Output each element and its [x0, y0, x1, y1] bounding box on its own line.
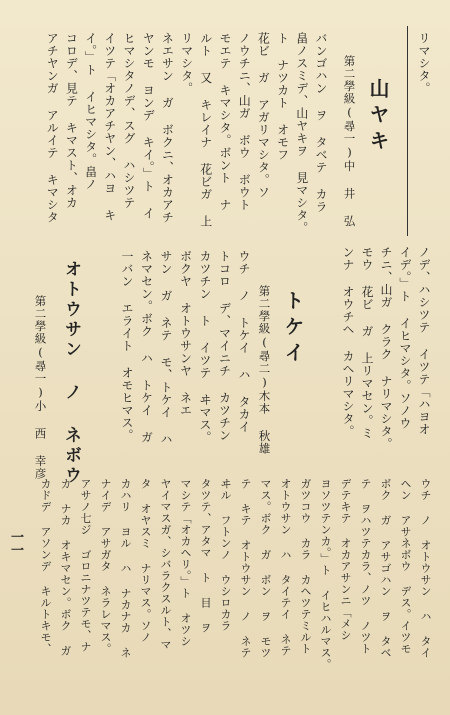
text-column: ネエサン ガ ボクニ、オカアチ — [160, 32, 175, 224]
text-column: イデ。」ト イヒマシタ。ソノウ — [398, 246, 412, 430]
author-line: 第二學級(尋二)木本 秋雄 — [257, 285, 272, 455]
continued-text: リマシタ。 — [417, 32, 431, 95]
section-divider — [407, 26, 408, 236]
text-column: ンナ オウチヘ カヘリマシタ。 — [341, 246, 355, 438]
bottom-band — [0, 470, 450, 715]
author-line: 第二學級(尋一)中 井 弘 — [342, 55, 357, 228]
text-column: トコロ デ、マイニチ カツチン — [217, 250, 232, 442]
text-column: デテキテ オカアサンニ「メシ — [339, 478, 352, 641]
text-column: ウチ ノ トケイ ハ タカイ — [237, 250, 251, 433]
text-column: ヘン アサネボウ デス。イツモ — [399, 478, 412, 655]
text-column: リマシタ。 — [179, 32, 194, 95]
text-column: カハリ ヨル ハ ナカナカ ネ — [119, 478, 132, 659]
text-column: ガツコウ カラ カヘツテミルト — [299, 478, 312, 655]
text-column: ト ナツカト オモフ — [275, 32, 290, 161]
text-column: ボクヤ オトウサンヤ ネエ — [178, 250, 193, 417]
text-column: チニ、山ガ クラク ナリマシタ。 — [379, 246, 393, 450]
text-column: イツテ「オカアチヤン、ハヨ キ — [102, 32, 117, 222]
text-column: テ キテ オトウサン ノ ネテ — [239, 478, 252, 659]
text-column: ナイデ アサガタ ネラレマス。 — [99, 478, 112, 655]
middle-band — [0, 240, 450, 486]
top-band — [0, 0, 450, 240]
text-column: カツチン ト イツテ ヰマス。 — [198, 250, 212, 444]
text-column: サン ガ ネテ モ、トケイ ハ — [159, 250, 173, 446]
text-column: カドデ アソンデ キルトキモ、 — [39, 478, 52, 655]
text-column: カ ナカ オキマセン。ボク ガ — [59, 478, 72, 657]
text-column: ボク ガ アサゴハン ヲ タベ — [379, 478, 392, 659]
text-column: タ オヤスミ ナリマス。ソノ — [139, 478, 152, 643]
text-column: ヤイマスガ、シバラクスルト、マ — [159, 478, 172, 651]
text-column: ヨソツテンカ。」ト イヒハルマス。 — [319, 478, 332, 670]
text-column: マス。ボク ガ ボン ヲ モツ — [259, 478, 272, 659]
text-column: モエテ キマシタ。ボント ナ — [218, 32, 232, 211]
article-title: オトウサン ノ ネボウ — [61, 260, 81, 486]
author-line: 第二學級(尋一)小 西 幸彦 — [33, 295, 48, 480]
text-column: 花ビ ガ アガリマシタ。ソ — [256, 32, 271, 199]
text-column: テ ヲハツテカラ、ノツ ノツト — [359, 478, 372, 655]
text-column: モウ 花ビ ガ 上リマセン。ミ — [360, 246, 374, 440]
text-column: オトウサン ハ タイテイ ネテ — [279, 478, 292, 657]
text-column: 畠ノスミデ、山ヤキヲ 見マシタ。 — [294, 32, 309, 234]
text-column: ネマセン。ボク ハ トケイ ガ — [139, 250, 154, 444]
text-column: ノデ、ハシツテ イツテ「ハヨオ — [417, 246, 431, 436]
text-column: ヤンモ ヨンデ キイ。」ト イ — [141, 32, 156, 220]
text-column: アチヤンガ アルイテ キマシタ — [45, 32, 60, 224]
text-column: バンゴハン ヲ タベテ カラ — [314, 32, 328, 213]
text-column: コロデ、見テ キマスト、オカ — [64, 32, 79, 209]
text-column: ノウチニ、山ガ ボウ ボウト — [237, 32, 252, 211]
article-title: トケイ — [281, 290, 305, 368]
text-column: ルト 又 キレイナ 花ビガ 上 — [198, 32, 213, 228]
text-column: タツテ、アタマ ト 目 ヲ — [199, 478, 212, 634]
text-column: ヰル フトンノ ウシロカラ — [219, 478, 232, 632]
text-column: マシテ「オカヘリ。」ト オツシ — [179, 478, 192, 647]
text-column: イ。」ト イヒマシタ。畠ノ — [83, 32, 98, 191]
page-number: 一一 — [8, 530, 23, 556]
text-column: 一バン エライト オモヒマス。 — [120, 250, 134, 442]
text-column: ウチ ノ オトウサン ハ タイ — [419, 478, 432, 659]
article-title: 山ヤキ — [366, 78, 390, 156]
text-column: ヒマシタノデ、スグ ハシツテ — [122, 32, 136, 209]
text-column: アサノ七ジ ゴロニナツテモ、ナ — [79, 478, 92, 653]
